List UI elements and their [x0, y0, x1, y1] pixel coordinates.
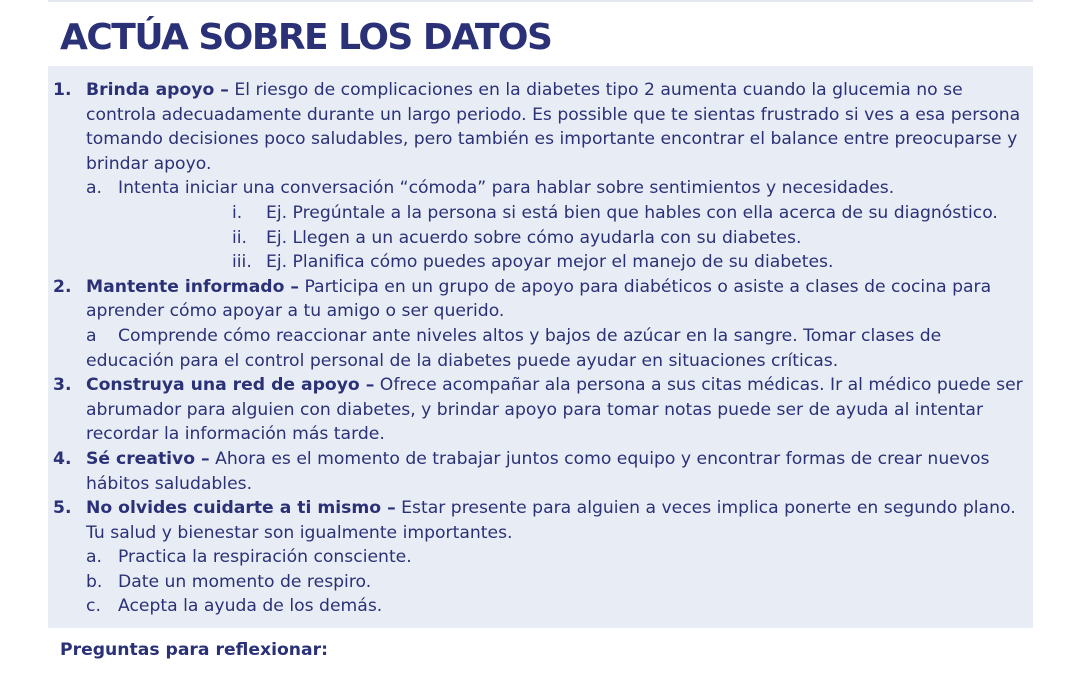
sub-text: Intenta iniciar una conversación “cómoda” para hablar sobre sentimientos y necesidades.: [118, 178, 895, 199]
item-text: Ofrece acompañar ala persona a sus citas médicas. Ir al médico puede ser abrumador para alguien con diabetes, y brindar apoyo para tomar notas puede ser de ayuda al intentar recordar la información más tarde.: [86, 375, 1023, 445]
list-item-5: [53, 496, 1025, 619]
page-title: ACTÚA SOBRE LOS DATOS: [60, 17, 552, 58]
roman-marker: ii.: [232, 227, 248, 248]
sub-item-1a: [86, 176, 1025, 201]
item-lead: Construya una red de apoyo –: [86, 375, 375, 396]
roman-marker: i.: [232, 202, 243, 223]
list-item-1: [53, 78, 1025, 275]
sub-item-5c: [86, 594, 1025, 619]
item-lead: Mantente informado –: [86, 276, 299, 297]
top-divider: [48, 0, 1033, 2]
sub-text: Date un momento de respiro.: [118, 571, 372, 592]
item-lead: No olvides cuidarte a ti mismo –: [86, 498, 396, 519]
sub-sub-item-1a-i: [86, 201, 1025, 226]
roman-text: Ej. Planifica cómo puedes apoyar mejor el manejo de su diabetes.: [266, 252, 834, 273]
sub-text: Practica la respiración consciente.: [118, 547, 412, 568]
item-number: 4.: [53, 448, 72, 469]
roman-text: Ej. Llegen a un acuerdo sobre cómo ayudarla con su diabetes.: [266, 227, 802, 248]
list-item-3: [53, 373, 1025, 447]
list-item-2: [53, 275, 1025, 373]
item-lead: Brinda apoyo –: [86, 80, 229, 100]
sub-sub-item-1a-iii: [86, 250, 1025, 275]
reflection-heading: Preguntas para reflexionar:: [60, 640, 328, 660]
list-item-4: [53, 447, 1025, 496]
item-text: Participa en un grupo de apoyo para diabéticos o asiste a clases de cocina para aprender cómo apoyar a tu amigo o ser querido.: [86, 276, 992, 322]
sub-text: Comprende cómo reaccionar ante niveles altos y bajos de azúcar en la sangre. Tomar clases de educación para el control personal de la diabetes puede ayudar en situaciones críticas.: [86, 325, 942, 371]
roman-text: Ej. Pregúntale a la persona si está bien que hables con ella acerca de su diagnóstico.: [266, 202, 998, 223]
sub-marker: a: [86, 325, 97, 346]
item-lead: Sé creativo –: [86, 448, 210, 469]
item-text: Estar presente para alguien a veces implica ponerte en segundo plano. Tu salud y bienestar son igualmente importantes.: [86, 498, 1016, 543]
item-text: El riesgo de complicaciones en la diabetes tipo 2 aumenta cuando la glucemia no se controla adecuadamente durante un largo periodo. Es possible que te sientas frustrado si ves a esa persona tomando decisiones poco saludables, pero también es importante encontrar el balance entre preocuparse y brindar apoyo.: [86, 80, 1021, 174]
roman-marker: iii.: [232, 252, 252, 273]
item-number: 2.: [53, 276, 72, 297]
sub-marker: a.: [86, 178, 102, 199]
item-number: 5.: [53, 498, 72, 519]
sub-marker: c.: [86, 596, 101, 617]
sub-item-2a: [86, 324, 1025, 373]
item-number: 3.: [53, 375, 72, 396]
steps-list: [53, 78, 1025, 619]
sub-text: Acepta la ayuda de los demás.: [118, 596, 383, 617]
sub-sub-item-1a-ii: [86, 226, 1025, 251]
item-text: Ahora es el momento de trabajar juntos como equipo y encontrar formas de crear nuevos hábitos saludables.: [86, 448, 990, 494]
item-number: 1.: [53, 80, 72, 100]
sub-item-5b: [86, 570, 1025, 595]
sub-marker: a.: [86, 547, 102, 568]
sub-marker: b.: [86, 571, 103, 592]
sub-item-5a: [86, 545, 1025, 570]
